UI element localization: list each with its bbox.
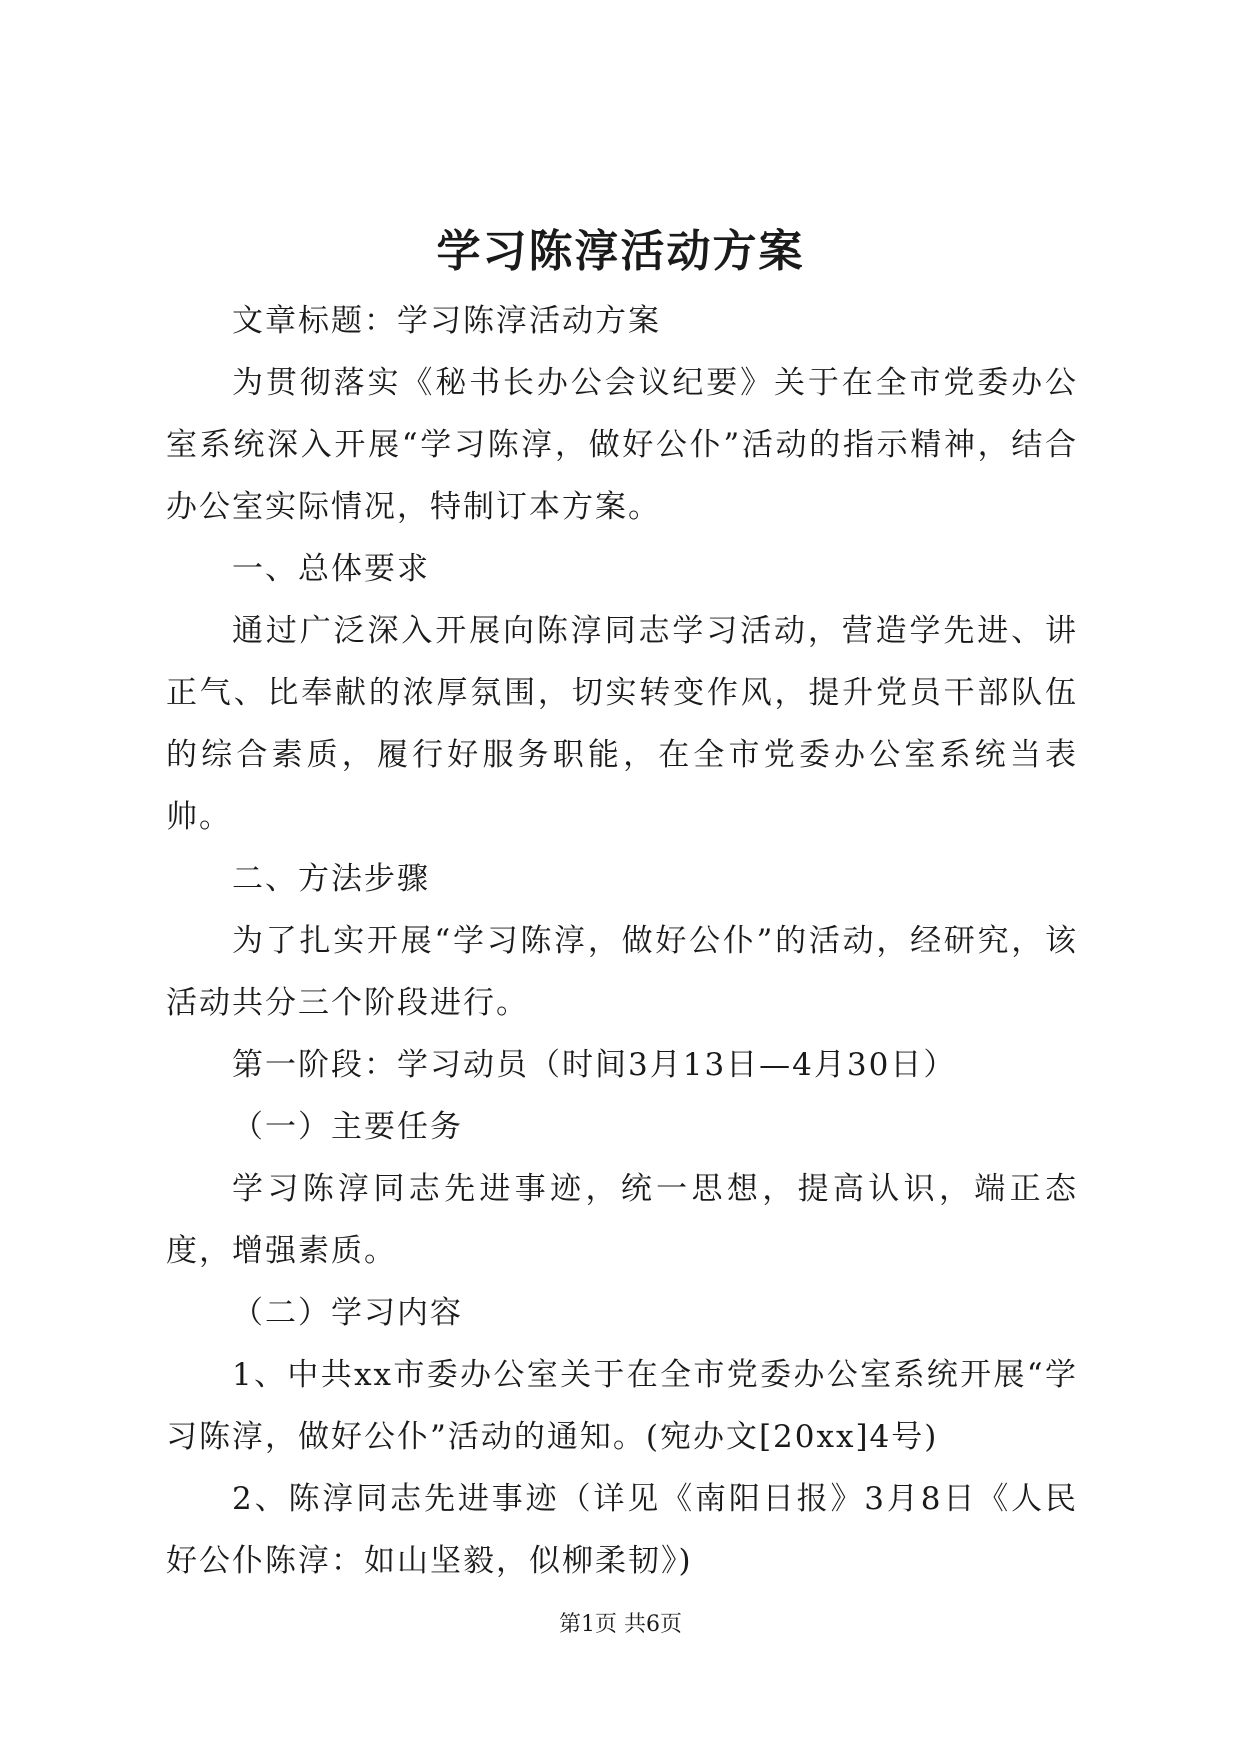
section-heading-method-steps: 二、方法步骤: [232, 861, 430, 897]
paragraph-general-requirements: 通过广泛深入开展向陈淳同志学习活动，营造学先进、讲正气、比奉献的浓厚氛围，切实转变作风，提升党员干部队伍的综合素质，履行好服务职能，在全市党委办公室系统当表帅。: [166, 613, 1078, 835]
subheading-main-tasks: （一）主要任务: [232, 1109, 463, 1145]
document-body: [166, 290, 1078, 1592]
paragraph-article-title: 文章标题：学习陈淳活动方案: [232, 303, 661, 339]
subheading-study-content: （二）学习内容: [232, 1295, 463, 1331]
list-item-study-content-2: 2、陈淳同志先进事迹（详见《南阳日报》3月8日《人民好公仆陈淳：如山坚毅，似柳柔韧》): [166, 1481, 1078, 1579]
phase-heading-first-stage: 第一阶段：学习动员（时间3月13日—4月30日）: [232, 1047, 957, 1083]
paragraph-method-steps: 为了扎实开展“学习陈淳，做好公仆”的活动，经研究，该活动共分三个阶段进行。: [166, 923, 1078, 1021]
list-item-study-content-1: 1、中共xx市委办公室关于在全市党委办公室系统开展“学习陈淳，做好公仆”活动的通知。(宛办文[20xx]4号): [166, 1357, 1078, 1455]
paragraph-intro: 为贯彻落实《秘书长办公会议纪要》关于在全市党委办公室系统深入开展“学习陈淳，做好公仆”活动的指示精神，结合办公室实际情况，特制订本方案。: [166, 365, 1078, 525]
page-number-footer: 第1页 共6页: [559, 1612, 682, 1637]
paragraph-main-tasks: 学习陈淳同志先进事迹，统一思想，提高认识，端正态度，增强素质。: [166, 1171, 1078, 1269]
section-heading-general-requirements: 一、总体要求: [232, 551, 430, 587]
document-title: 学习陈淳活动方案: [436, 226, 805, 277]
